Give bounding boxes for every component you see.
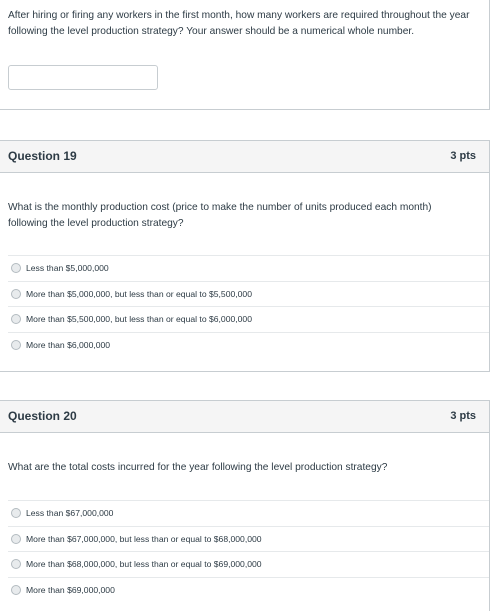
question-card-20	[0, 400, 490, 611]
answer-list	[8, 255, 489, 357]
radio-button[interactable]	[11, 314, 21, 324]
answer-option[interactable]	[8, 255, 489, 281]
answer-option[interactable]	[8, 306, 489, 332]
radio-button[interactable]	[11, 508, 21, 518]
radio-button[interactable]	[11, 289, 21, 299]
answer-option[interactable]	[8, 332, 489, 358]
radio-button[interactable]	[11, 340, 21, 350]
radio-button[interactable]	[11, 534, 21, 544]
question-text: What are the total costs incurred for the year following the level production strategy?	[8, 462, 388, 473]
question-title: Question 20	[8, 409, 77, 423]
question-header	[0, 141, 489, 173]
answer-option[interactable]	[8, 526, 489, 552]
answer-label: More than $69,000,000	[26, 584, 115, 595]
question-text: After hiring or firing any workers in the first month, how many workers are required throughout the year following the level production strategy? Your answer should be a numerical whole number.	[8, 10, 470, 37]
answer-option[interactable]	[8, 577, 489, 603]
question-title: Question 19	[8, 149, 77, 163]
question-text: What is the monthly production cost (price to make the number of units produced each month) following the level production strategy?	[8, 202, 432, 229]
answer-list	[8, 500, 489, 602]
question-card-previous	[0, 0, 490, 110]
answer-label: More than $68,000,000, but less than or equal to $69,000,000	[26, 559, 262, 570]
radio-button[interactable]	[11, 559, 21, 569]
answer-label: More than $5,000,000, but less than or equal to $5,500,000	[26, 288, 252, 299]
question-points: 3 pts	[450, 410, 476, 422]
question-header	[0, 401, 489, 433]
radio-button[interactable]	[11, 263, 21, 273]
radio-button[interactable]	[11, 585, 21, 595]
question-points: 3 pts	[450, 150, 476, 162]
answer-label: More than $6,000,000	[26, 339, 111, 350]
question-card-19	[0, 140, 490, 372]
answer-option[interactable]	[8, 500, 489, 526]
answer-label: More than $5,500,000, but less than or equal to $6,000,000	[26, 314, 252, 325]
answer-label: Less than $5,000,000	[26, 263, 109, 274]
numeric-answer-input[interactable]	[8, 65, 158, 90]
answer-label: Less than $67,000,000	[26, 508, 114, 519]
answer-option[interactable]	[8, 551, 489, 577]
answer-option[interactable]	[8, 281, 489, 307]
answer-label: More than $67,000,000, but less than or equal to $68,000,000	[26, 533, 262, 544]
